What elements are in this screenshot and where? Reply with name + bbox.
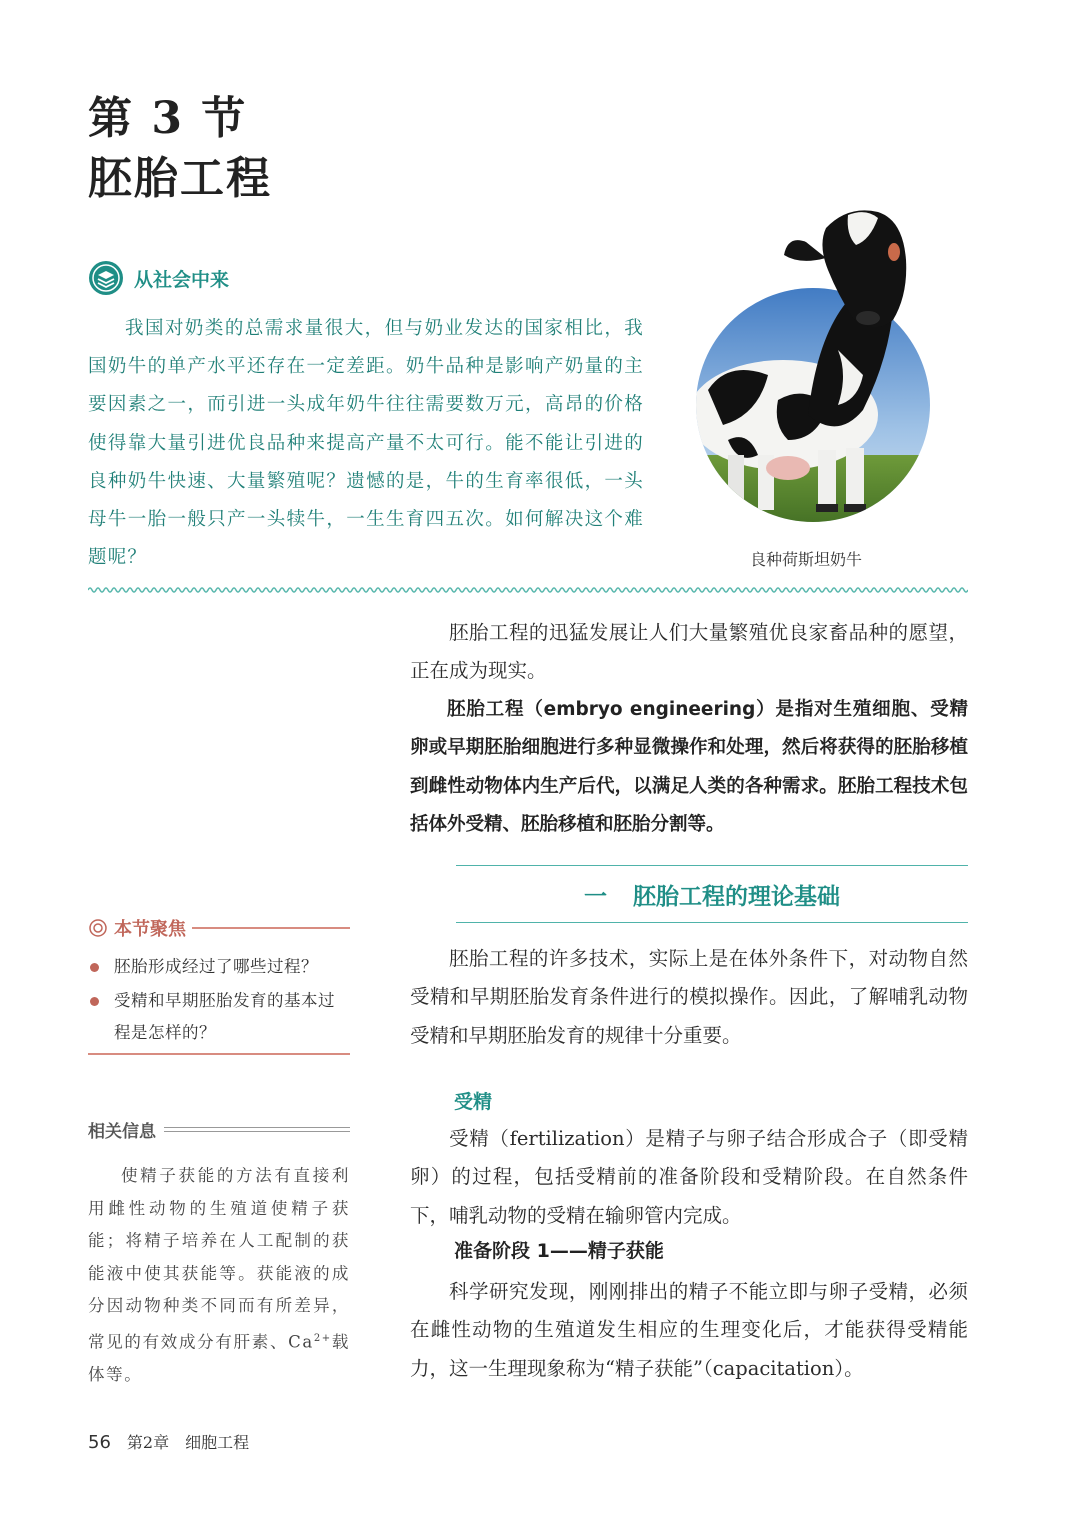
focus-item	[88, 951, 350, 983]
stack-badge-icon	[88, 260, 124, 296]
related-title: 相关信息	[88, 1122, 156, 1142]
related-text-main: 使精子获能的方法有直接利用雌性动物的生殖道使精子获能；将精子培养在人工配制的获能液中使其获能等。获能液的成分因动物种类不同而有所差异，常见的有效成分有肝素、Ca	[88, 1166, 350, 1351]
bullet-icon	[90, 997, 99, 1006]
image-caption: 良种荷斯坦奶牛	[750, 550, 863, 569]
main-paragraph-4	[410, 1273, 968, 1388]
intro-heading	[88, 260, 229, 296]
page-number: 56	[88, 1432, 111, 1453]
related-info-box	[88, 1117, 350, 1391]
related-rule	[164, 1127, 350, 1132]
section-title: 胚胎工程	[88, 153, 272, 204]
intro-paragraph: 我国对奶类的总需求量很大，但与奶业发达的国家相比，我国奶牛的单产水平还存在一定差距。奶牛品种是影响产奶量的主要因素之一，而引进一头成年奶牛往往需要数万元，高昂的价格使得靠大量引进优良品种来提高产量不太可行。能不能让引进的良种奶牛快速、大量繁殖呢？遗憾的是，牛的生育率很低，一头母牛一胎一般只产一头犊牛，一生生育四五次。如何解决这个难题呢？	[88, 318, 644, 569]
related-text-tail: 载体等。	[88, 1332, 350, 1384]
focus-item-text: 胚胎形成经过了哪些过程？	[114, 957, 318, 976]
focus-item-text: 受精和早期胚胎发育的基本过程是怎样的？	[114, 991, 335, 1042]
stage-heading: 准备阶段 1——精子获能	[454, 1240, 664, 1262]
chapter-label: 第2章	[126, 1433, 170, 1452]
theory-paragraph: 胚胎工程的许多技术，实际上是在体外条件下，对动物自然受精和早期胚胎发育条件进行的模拟操作。因此，了解哺乳动物受精和早期胚胎发育的规律十分重要。	[410, 947, 968, 1047]
capacitation-paragraph: 科学研究发现，刚刚排出的精子不能立即与卵子受精，必须在雌性动物的生殖道发生相应的生理变化后，才能获得受精能力，这一生理现象称为“精子获能”（capacitation）。	[410, 1280, 968, 1380]
fertilization-paragraph: 受精（fertilization）是精子与卵子结合形成合子（即受精卵）的过程，包括受精前的准备阶段和受精阶段。在自然条件下，哺乳动物的受精在输卵管内完成。	[410, 1127, 968, 1227]
wavy-divider	[88, 584, 968, 596]
section-number: 第 3 节	[88, 93, 248, 144]
target-icon	[88, 918, 108, 938]
subheading-fertilization: 受精	[454, 1091, 493, 1113]
focus-box	[88, 915, 350, 1049]
chapter-title: 细胞工程	[185, 1433, 250, 1452]
intro-sentence: 胚胎工程的迅猛发展让人们大量繁殖优良家畜品种的愿望，正在成为现实。	[410, 621, 968, 683]
intro-label: 从社会中来	[134, 268, 230, 291]
page-footer	[88, 1430, 249, 1453]
main-paragraph-2	[410, 940, 968, 1055]
bullet-icon	[90, 963, 99, 972]
focus-list	[88, 951, 350, 1049]
focus-rule	[192, 927, 350, 929]
cow-image	[688, 200, 938, 530]
focus-title: 本节聚焦	[114, 919, 186, 940]
focus-item	[88, 985, 350, 1049]
section-heading-number: 一	[584, 883, 607, 910]
definition-text: 胚胎工程（embryo engineering）是指对生殖细胞、受精卵或早期胚胎细胞进行多种显微操作和处理，然后将获得的胚胎移植到雌性动物体内生产后代，以满足人类的各种需求。胚胎工程技术包括体外受精、胚胎移植和胚胎分割等。	[410, 699, 968, 835]
superscript: 2+	[313, 1332, 332, 1344]
related-text	[88, 1160, 350, 1391]
definition-paragraph	[410, 691, 968, 844]
main-paragraph-1	[410, 614, 968, 691]
main-paragraph-3	[410, 1120, 968, 1235]
section-heading	[456, 865, 968, 923]
focus-bottom-rule	[88, 1053, 350, 1055]
intro-text	[88, 310, 644, 577]
section-heading-title: 胚胎工程的理论基础	[633, 883, 840, 910]
